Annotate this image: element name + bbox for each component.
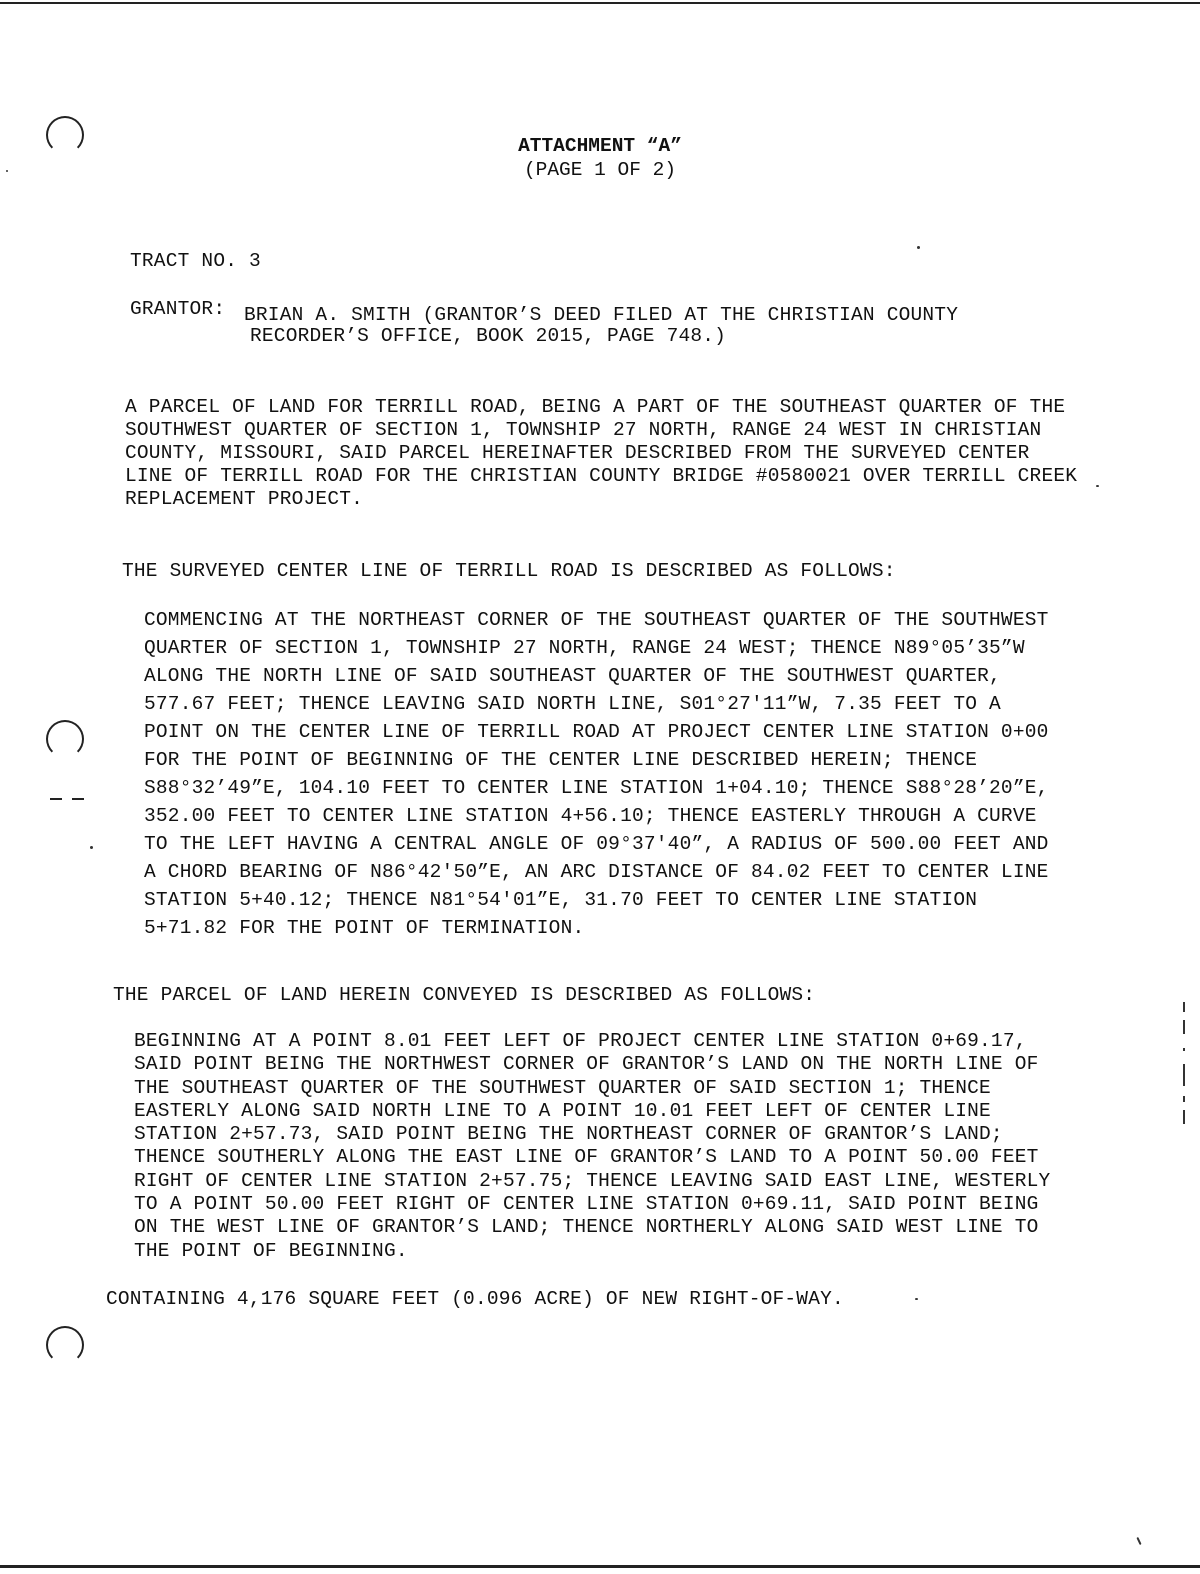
parcel-line: SAID POINT BEING THE NORTHWEST CORNER OF GRANTOR’S LAND ON THE NORTH LINE OF [134, 1053, 1039, 1076]
punch-hole-icon-middle [46, 720, 84, 758]
scan-speck [917, 246, 920, 249]
scan-speck [915, 1298, 918, 1300]
intro-paragraph [125, 396, 1077, 511]
grantor-line-2: RECORDER’S OFFICE, BOOK 2015, PAGE 748.) [250, 325, 727, 347]
parcel-line: RIGHT OF CENTER LINE STATION 2+57.75; THENCE LEAVING SAID EAST LINE, WESTERLY [134, 1169, 1051, 1192]
centerline-line: S88°32’49”E, 104.10 FEET TO CENTER LINE STATION 1+04.10; THENCE S88°28’20”E, [144, 777, 1049, 799]
parcel-paragraph [134, 1030, 1050, 1263]
centerline-line: ALONG THE NORTH LINE OF SAID SOUTHEAST QUARTER OF THE SOUTHWEST QUARTER, [144, 665, 1001, 687]
page-indicator: (PAGE 1 OF 2) [523, 159, 677, 181]
tract-number: TRACT NO. 3 [130, 250, 261, 272]
centerline-line: 352.00 FEET TO CENTER LINE STATION 4+56.10; THENCE EASTERLY THROUGH A CURVE [144, 805, 1037, 827]
punch-hole-icon-bottom [46, 1326, 84, 1364]
bottom-scan-edge [0, 1565, 1200, 1568]
centerline-line: STATION 5+40.12; THENCE N81°54'01”E, 31.70 FEET TO CENTER LINE STATION [144, 889, 978, 911]
scan-speck [1096, 485, 1099, 487]
parcel-line: THE SOUTHEAST QUARTER OF THE SOUTHWEST QUARTER OF SAID SECTION 1; THENCE [134, 1076, 991, 1099]
scan-dash [50, 798, 62, 800]
top-scan-edge [0, 2, 1200, 4]
parcel-line: BEGINNING AT A POINT 8.01 FEET LEFT OF PROJECT CENTER LINE STATION 0+69.17, [134, 1030, 1027, 1052]
parcel-line: EASTERLY ALONG SAID NORTH LINE TO A POINT 10.01 FEET LEFT OF CENTER LINE [134, 1099, 991, 1122]
right-margin-marks [1183, 1000, 1187, 1130]
parcel-line: TO A POINT 50.00 FEET RIGHT OF CENTER LINE STATION 0+69.11, SAID POINT BEING [134, 1193, 1039, 1216]
centerline-line: QUARTER OF SECTION 1, TOWNSHIP 27 NORTH, RANGE 24 WEST; THENCE N89°05’35”W [144, 637, 1025, 659]
parcel-heading: THE PARCEL OF LAND HEREIN CONVEYED IS DESCRIBED AS FOLLOWS: [113, 984, 816, 1006]
scan-dash [72, 798, 84, 800]
centerline-heading: THE SURVEYED CENTER LINE OF TERRILL ROAD IS DESCRIBED AS FOLLOWS: [122, 560, 896, 582]
intro-line: A PARCEL OF LAND FOR TERRILL ROAD, BEING A PART OF THE SOUTHEAST QUARTER OF THE [125, 396, 1066, 418]
centerline-line: POINT ON THE CENTER LINE OF TERRILL ROAD AT PROJECT CENTER LINE STATION 0+00 [144, 721, 1049, 743]
parcel-line: THENCE SOUTHERLY ALONG THE EAST LINE OF GRANTOR’S LAND TO A POINT 50.00 FEET [134, 1146, 1039, 1169]
centerline-line: 5+71.82 FOR THE POINT OF TERMINATION. [144, 917, 585, 939]
grantor-line-1: BRIAN A. SMITH (GRANTOR’S DEED FILED AT THE CHRISTIAN COUNTY [244, 304, 959, 326]
parcel-line: ON THE WEST LINE OF GRANTOR’S LAND; THENCE NORTHERLY ALONG SAID WEST LINE TO [134, 1216, 1039, 1239]
intro-line: LINE OF TERRILL ROAD FOR THE CHRISTIAN COUNTY BRIDGE #0580021 OVER TERRILL CREEK [125, 465, 1078, 487]
centerline-line: A CHORD BEARING OF N86°42'50”E, AN ARC DISTANCE OF 84.02 FEET TO CENTER LINE [144, 861, 1049, 883]
intro-line: SOUTHWEST QUARTER OF SECTION 1, TOWNSHIP 27 NORTH, RANGE 24 WEST IN CHRISTIAN [125, 419, 1042, 441]
grantor-label: GRANTOR: [130, 298, 226, 320]
containing-statement: CONTAINING 4,176 SQUARE FEET (0.096 ACRE) OF NEW RIGHT-OF-WAY. [106, 1288, 844, 1310]
attachment-title: ATTACHMENT “A” [518, 135, 682, 157]
centerline-paragraph [144, 606, 1049, 942]
parcel-line: THE POINT OF BEGINNING. [134, 1239, 408, 1262]
centerline-line: FOR THE POINT OF BEGINNING OF THE CENTER LINE DESCRIBED HEREIN; THENCE [144, 749, 978, 771]
centerline-line: 577.67 FEET; THENCE LEAVING SAID NORTH LINE, S01°27'11”W, 7.35 FEET TO A [144, 693, 1001, 715]
intro-line: COUNTY, MISSOURI, SAID PARCEL HEREINAFTER DESCRIBED FROM THE SURVEYED CENTER [125, 442, 1030, 464]
scan-speck [90, 846, 93, 849]
intro-line: REPLACEMENT PROJECT. [125, 488, 364, 510]
centerline-line: TO THE LEFT HAVING A CENTRAL ANGLE OF 09°37'40”, A RADIUS OF 500.00 FEET AND [144, 833, 1049, 855]
centerline-line: COMMENCING AT THE NORTHEAST CORNER OF THE SOUTHEAST QUARTER OF THE SOUTHWEST [144, 609, 1049, 631]
scan-speck [1136, 1537, 1141, 1545]
parcel-line: STATION 2+57.73, SAID POINT BEING THE NORTHEAST CORNER OF GRANTOR’S LAND; [134, 1123, 1003, 1146]
